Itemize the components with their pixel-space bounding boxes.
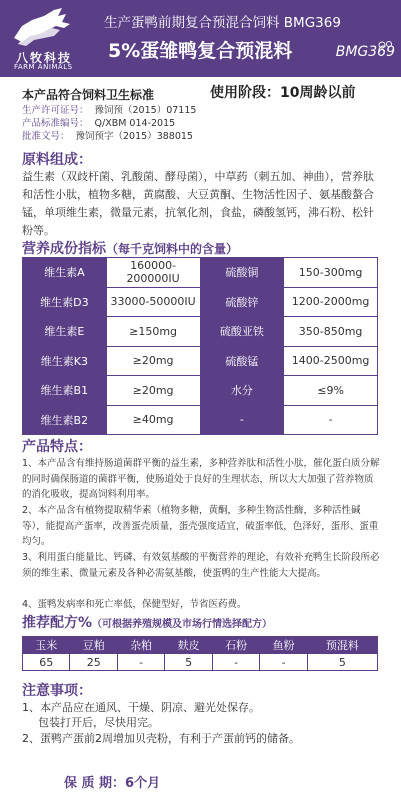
nutrient-value: ≥20mg [106,376,200,406]
nutrition-subtitle: （每千克饲料中的含量） [106,242,239,256]
standard-number-value: Q/XBM 014-2015 [94,118,176,129]
nutrient-value: 350-850mg [284,317,378,347]
formula-value: 5 [165,654,212,671]
feature-item-4: 4、蛋鸭发病率和死亡率低，保健型好，节省医药费。 [22,599,247,610]
standard-number-label: 产品标准编号： [22,118,89,129]
nutrient-value: 1400-2500mg [284,346,378,376]
usage-stage: 使用阶段：10周龄以前 [210,85,356,101]
nutrient-name: 维生素D3 [23,287,107,317]
formula-title [22,612,272,632]
table-row [23,376,378,406]
formula-table [22,636,378,671]
table-row [23,346,378,376]
header-banner [0,0,401,77]
product-name: 5%蛋雏鸭复合预混料 [108,40,293,62]
standard-number-line [22,115,175,129]
nutrient-name: 维生素B1 [23,376,107,406]
nutrient-name: 维生素K3 [23,346,107,376]
formula-value: 65 [23,654,70,671]
approval-label: 批准文号： [22,131,70,142]
brand-code: BMG369 [335,44,395,60]
approval-value: 豫饲预字（2015）388015 [75,131,193,142]
formula-header: 豆粕 [70,637,117,654]
ingredients-text: 益生素（双歧杆菌、乳酸菌、酵母菌），中草药（刺五加、神曲），营养肽和活性小肽，植物多糖，黄腐酸、大豆黄酮、生物活性因子、氨基酸螯合锰，单项维生素，微量元素，抗氧化剂，食盐，磷酸氢钙，沸石粉、松针粉等。 [22,170,374,237]
formula-value: - [117,654,164,671]
formula-header: 预混料 [307,637,377,654]
feature-item-3: 3、利用蛋白能量比、钙磷、有效氨基酸的平衡营养的理论，有效补充鸭生长阶段所必须的维生素、微量元素及各种必需氨基酸，使蛋鸭的生产性能大大提高。 [22,552,380,579]
nutrient-value: ≥150mg [106,317,200,347]
nutrient-value: ≥20mg [106,346,200,376]
nutrient-value: 150-300mg [284,258,378,288]
formula-header: 玉米 [23,637,70,654]
shelf-life: 保 质 期：6个月 [64,776,161,791]
nutrient-name: 维生素E [23,317,107,347]
nutrient-value: 160000-200000IU [106,258,200,288]
notes-title: 注意事项： [22,683,92,699]
formula-header: 鱼粉 [260,637,307,654]
license-value: 豫饲预（2015）07115 [94,105,197,116]
formula-header: 杂粕 [117,637,164,654]
nutrition-title-text: 营养成份指标 [22,241,106,257]
nutrient-value: 1200-2000mg [284,287,378,317]
nutrient-name: - [200,405,284,435]
nutrient-name: 硫酸锰 [200,346,284,376]
nutrient-name: 水分 [200,376,284,406]
nutrient-name: 维生素A [23,258,107,288]
license-line [22,102,196,116]
note-item-1: 1、本产品应在通风、干燥、阴凉、避光处保存。 [22,701,260,714]
table-row [23,405,378,435]
table-row [23,317,378,347]
horse-logo-icon [4,4,86,48]
license-label: 生产许可证号： [22,105,89,116]
nutrient-name: 维生素B2 [23,405,107,435]
logo-english-name: FARM ANIMALS [14,63,73,71]
nutrient-value: ≥40mg [106,405,200,435]
formula-value: - [260,654,307,671]
formula-value-row [23,654,378,671]
product-category: 生产蛋鸭前期复合预混合饲料 BMG369 [104,15,341,31]
formula-value: - [212,654,259,671]
feature-item-1: 1、本产品含有维持肠道菌群平衡的益生素，多种营养肽和活性小肽，催化蛋白质分解的同时确保肠道的菌群平衡，使肠道处于良好的生理状态，所以大大加强了营养物质的消化吸收，提高饲料利用率。 [22,458,380,500]
nutrient-name: 硫酸铜 [200,258,284,288]
formula-header: 石粉 [212,637,259,654]
table-row [23,258,378,288]
nutrient-name: 硫酸锌 [200,287,284,317]
note-item-2: 2、蛋鸭产蛋前2周增加贝壳粉，有利于产蛋前钙的储备。 [22,732,300,745]
formula-title-text: 推荐配方% [22,615,93,631]
nutrient-value: ≤9% [284,376,378,406]
table-row [23,287,378,317]
nutrition-title [22,238,238,258]
standard-title: 本产品符合饲料卫生标准 [22,88,155,102]
ingredients-title: 原料组成： [22,152,92,168]
nutrient-value: 33000-50000IU [106,287,200,317]
features-title: 产品特点： [22,439,92,455]
nutrient-value: - [284,405,378,435]
approval-line [22,128,193,142]
feature-item-2: 2、本产品含有植物提取精华素（植物多糖，黄酮，多种生物活性酶，多种活性碱等），能提高产蛋率，改善蛋壳质量，蛋壳强度适宜，破蛋率低，色泽好，蛋形、蛋重均匀。 [22,505,379,547]
formula-header-row [23,637,378,654]
company-logo [4,4,86,74]
nutrient-name: 硫酸亚铁 [200,317,284,347]
logo-chinese-name: 八牧科技 [16,51,73,65]
formula-subtitle: （可根据养殖规模及市场行情选择配方） [92,619,273,630]
formula-value: 25 [70,654,117,671]
nutrition-table [22,257,378,435]
note-item-1-cont: 包装打开后，尽快用完。 [38,716,159,729]
formula-header: 麸皮 [165,637,212,654]
formula-value: 5 [307,654,377,671]
